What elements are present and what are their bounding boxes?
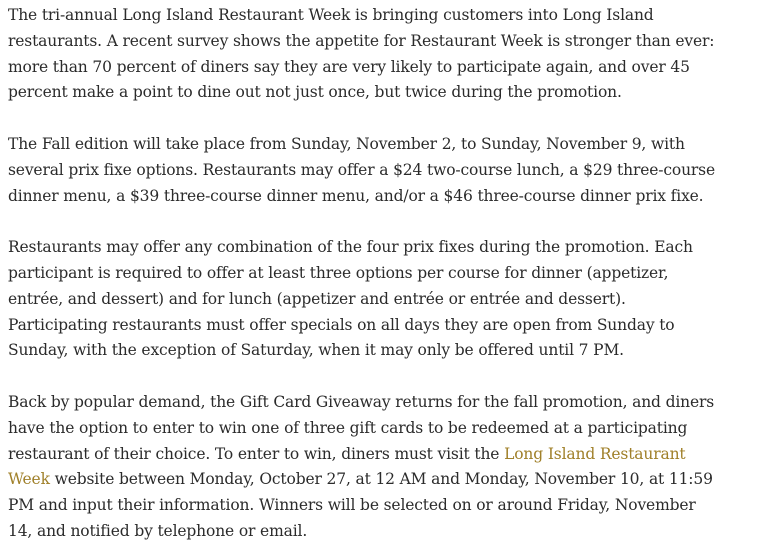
restaurant-week-website-link[interactable]: Long Island Restaurant Week	[8, 444, 686, 489]
giveaway-text-before: Back by popular demand, the Gift Card Giveaway returns for the fall promotion, and diners have the option to enter to win one of three gift cards to be redeemed at a participating restaurant of their choice. To enter to win, diners must visit the	[8, 392, 715, 463]
paragraph-survey: The tri-annual Long Island Restaurant Week is bringing customers into Long Island restaurants. A recent survey shows the appetite for Restaurant Week is stronger than ever: more than 70 percent of diners say they are very likely to participate again, and over 45 percent make a point to dine out not just once, but twice during the promotion.	[8, 6, 715, 102]
paragraph-prix-fixe-rules: Restaurants may offer any combination of the four prix fixes during the promotion. Each participant is required to offer at least three options per course for dinner (appetizer, entrée, and dessert) and for lunch (appetizer and entrée or entrée and dessert). Participating restaurants must offer specials on all days they are open from Sunday to Sunday, with the exception of Saturday, when it may only be offered until 7 PM.	[8, 238, 693, 360]
paragraph-gift-card-giveaway	[8, 390, 720, 545]
giveaway-text-after: website between Monday, October 27, at 12 AM and Monday, November 10, at 11:59 PM and input their information. Winners will be selected on or around Friday, November 14, and notified by telephone or email.	[8, 470, 713, 540]
paragraph-fall-edition: The Fall edition will take place from Sunday, November 2, to Sunday, November 9, with several prix fixe options. Restaurants may offer a $24 two-course lunch, a $29 three-course dinner menu, a $39 three-course dinner menu, and/or a $46 three-course dinner prix fixe.	[8, 134, 715, 205]
